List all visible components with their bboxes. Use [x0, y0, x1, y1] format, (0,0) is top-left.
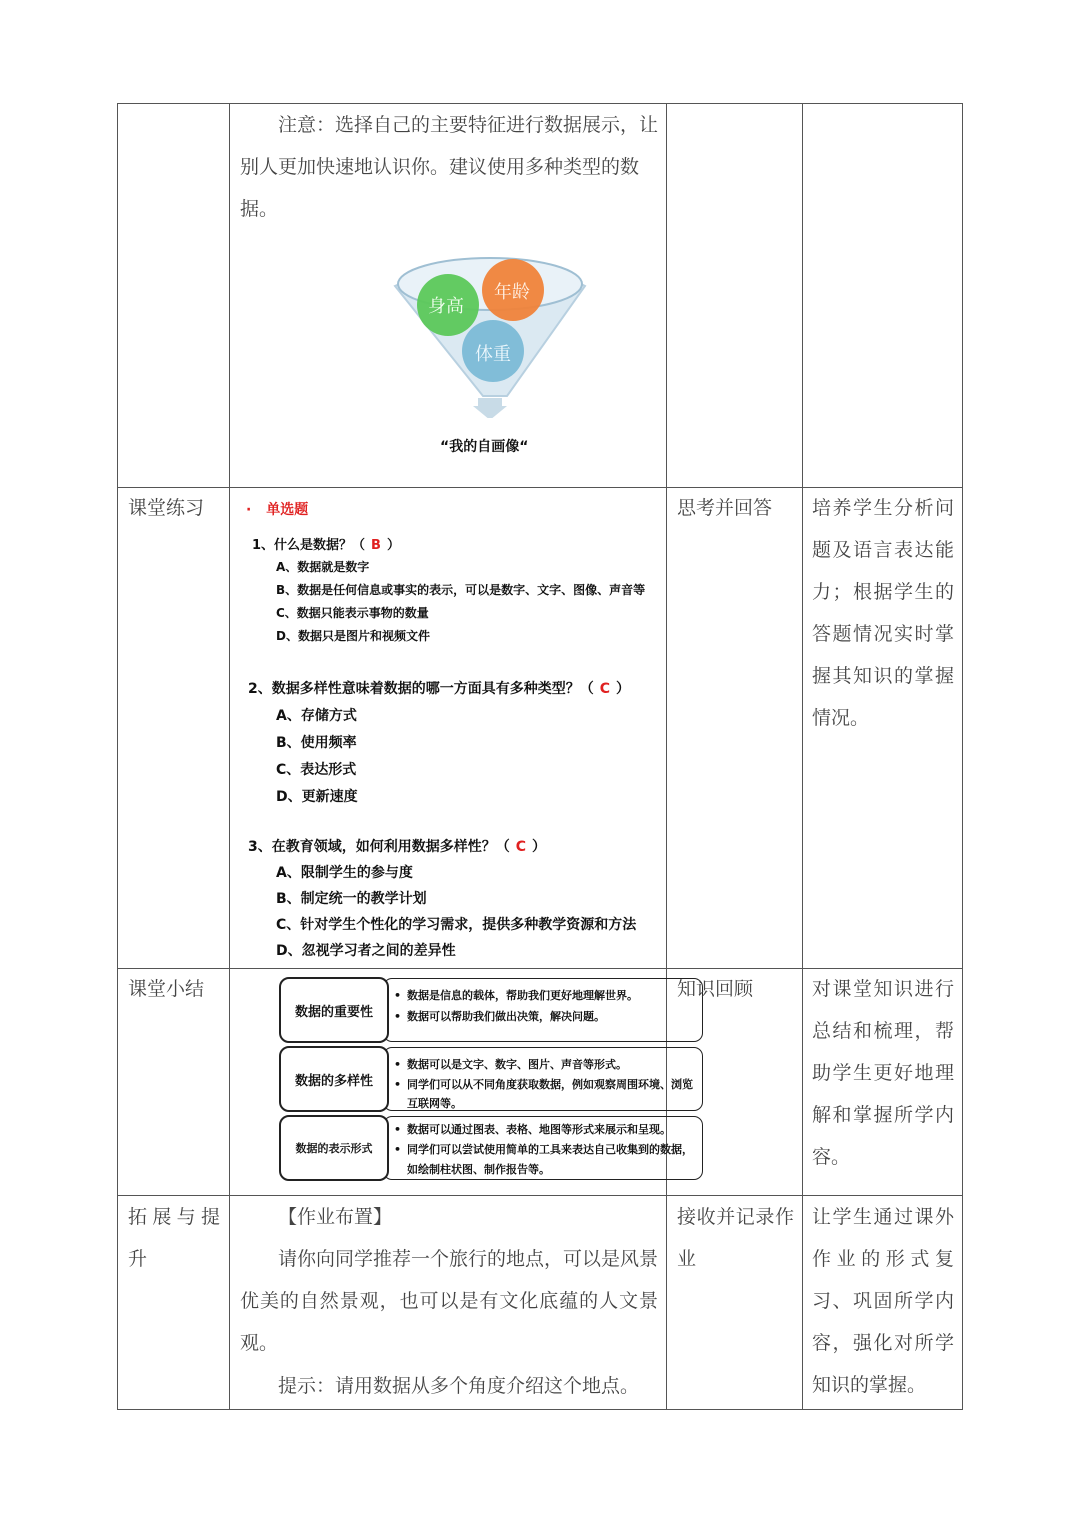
purpose-practice: 培养学生分析问题及语言表达能力；根据学生的答题情况实时掌握其知识的掌握情况。	[812, 497, 954, 729]
section-heading	[246, 499, 308, 519]
student-activity-summary: 知识回顾	[677, 978, 754, 1000]
row-label-extension: 拓展与提升	[128, 1206, 220, 1270]
answer-1: B	[371, 538, 381, 553]
q1-option-c: C、数据只能表示事物的数量	[276, 606, 429, 620]
q1-option-a: A、数据就是数字	[276, 560, 370, 574]
q1-option-b: B、数据是任何信息或事实的表示，可以是数字、文字、图像、声音等	[276, 583, 646, 597]
section-title: 单选题	[266, 502, 309, 518]
homework-heading: 【作业布置】	[278, 1206, 393, 1228]
funnel-arrow-stem	[478, 398, 502, 406]
homework-hint: 提示：请用数据从多个角度介绍这个地点。	[278, 1375, 640, 1397]
circle-label-height: 身高	[428, 296, 464, 317]
funnel-arrow-head	[473, 406, 507, 418]
question-2: 2、数据多样性意味着数据的哪一方面具有多种类型？（ C ）	[248, 681, 631, 697]
q2-option-b: B、使用频率	[276, 735, 357, 751]
col-divider	[666, 103, 667, 1410]
answer-2: C	[599, 681, 611, 697]
question-3: 3、在教育领域，如何利用数据多样性？（ C ）	[248, 839, 547, 855]
summary-block-1-points: • 数据是信息的载体，帮助我们更好地理解世界。 • 数据可以帮助我们做出决策，解决问题。	[383, 978, 703, 1042]
col-divider	[229, 103, 230, 1410]
summary-block-3-title: 数据的表示形式	[279, 1115, 389, 1181]
col-divider	[802, 103, 803, 1410]
row-label-summary: 课堂小结	[128, 978, 205, 1000]
homework-task: 请你向同学推荐一个旅行的地点，可以是风景优美的自然景观，也可以是有文化底蕴的人文景观。	[240, 1248, 659, 1354]
answer-3: C	[515, 839, 527, 855]
q2-option-d: D、更新速度	[276, 789, 358, 805]
q3-option-c: C、针对学生个性化的学习需求，提供多种教学资源和方法	[276, 917, 637, 933]
q3-option-a: A、限制学生的参与度	[276, 865, 413, 881]
row-label-practice: 课堂练习	[128, 497, 205, 519]
circle-label-weight: 体重	[475, 344, 511, 365]
q2-option-a: A、存储方式	[276, 708, 357, 724]
question-1: 1、什么是数据？（ B ）	[252, 538, 400, 553]
section-bullet: ·	[246, 502, 252, 518]
summary-block-2-points: • 数据可以是文字、数字、图片、声音等形式。 • 同学们可以从不同角度获取数据，例如观察周围环境、浏览互联网等。	[383, 1047, 703, 1111]
q3-option-d: D、忽视学习者之间的差异性	[276, 943, 456, 959]
purpose-extension: 让学生通过课外作业的形式复习、巩固所学内容，强化对所学知识的掌握。	[812, 1206, 954, 1396]
circle-label-age: 年龄	[494, 282, 530, 303]
q1-option-d: D、数据只是图片和视频文件	[276, 629, 430, 643]
student-activity-practice: 思考并回答	[677, 497, 773, 519]
summary-block-1-title: 数据的重要性	[279, 977, 389, 1043]
funnel-diagram	[385, 248, 605, 418]
student-activity-extension: 接收并记录作业	[677, 1206, 794, 1270]
q3-option-b: B、制定统一的教学计划	[276, 891, 427, 907]
purpose-summary: 对课堂知识进行总结和梳理，帮助学生更好地理解和掌握所学内容。	[812, 978, 954, 1168]
note-paragraph: 注意：选择自己的主要特征进行数据展示，让别人更加快速地认识你。建议使用多种类型的数据。	[240, 114, 659, 220]
summary-block-3-points: • 数据可以通过图表、表格、地图等形式来展示和呈现。 • 同学们可以尝试使用简单的工具来表达自己收集到的数据，如绘制柱状图、制作报告等。	[383, 1116, 703, 1180]
q2-option-c: C、表达形式	[276, 762, 357, 778]
summary-block-2-title: 数据的多样性	[279, 1046, 389, 1112]
funnel-caption: “我的自画像“	[440, 439, 529, 455]
